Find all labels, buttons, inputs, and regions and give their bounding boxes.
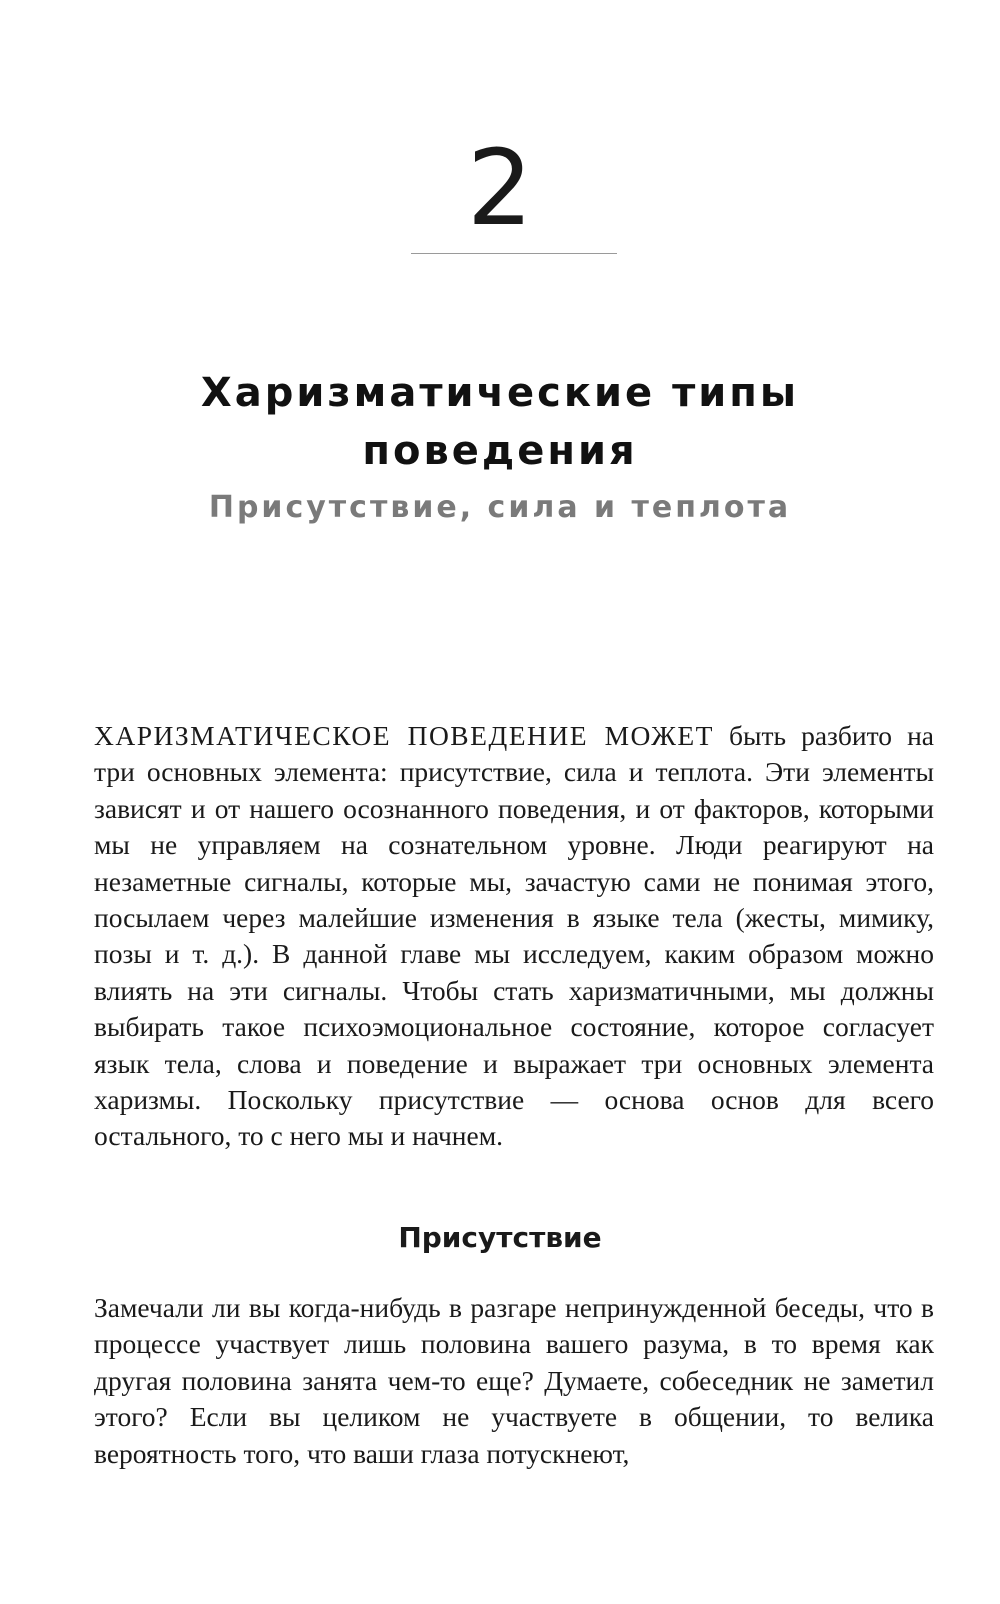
chapter-subtitle: Присутствие, сила и теплота (208, 490, 792, 525)
body-paragraph-1 (94, 718, 934, 1155)
chapter-title-line-2: поведения (362, 428, 638, 474)
chapter-title (0, 364, 1000, 480)
chapter-number: 2 (466, 127, 534, 249)
body-paragraph-2: Замечали ли вы когда-нибудь в разгаре непринужденной беседы, что в процессе участвует лишь половина вашего разума, в то время как другая половина занята чем-то еще? Думаете, собеседник не заметил этого? Если вы целиком не участвуете в общении, то велика вероятность того, что ваши глаза потускнеют, (94, 1292, 934, 1469)
section-heading: Присутствие (398, 1221, 602, 1254)
chapter-title-line-1: Харизматические типы (200, 370, 800, 416)
chapter-divider (411, 253, 617, 254)
paragraph-lead-in: ХАРИЗМАТИЧЕСКОЕ ПОВЕДЕНИЕ МОЖЕТ (94, 720, 714, 751)
paragraph-1-text: быть разбито на три основных элемента: присутствие, сила и теплота. Эти элементы зависят и от нашего осознанного поведения, и от факторов, которыми мы не управляем на сознательном уровне. Люди реагируют на незаметные сигналы, которые мы, зачастую сами не понимая этого, посылаем через малейшие изменения в языке тела (жесты, мимику, позы и т. д.). В данной главе мы исследуем, каким образом можно влиять на эти сигналы. Чтобы стать харизматичными, мы должны выбирать такое психоэмоциональное состояние, которое согласует язык тела, слова и поведение и выражает три основных элемента харизмы. Поскольку присутствие — основа основ для всего остального, то с него мы и начнем. (94, 720, 935, 1152)
